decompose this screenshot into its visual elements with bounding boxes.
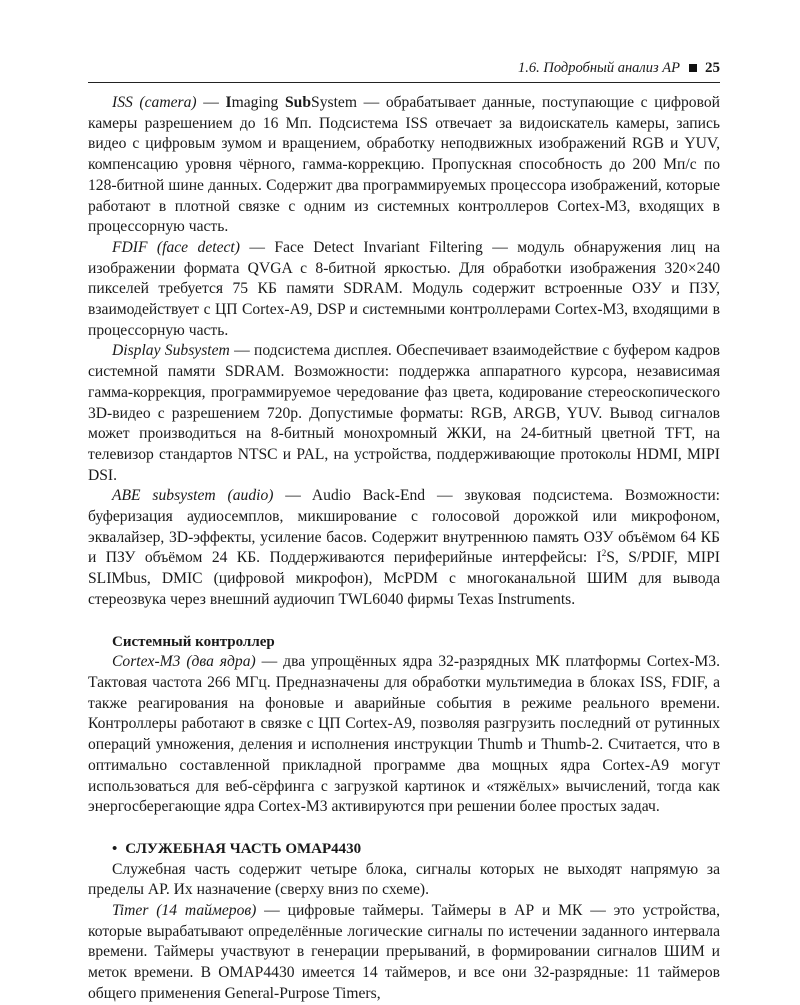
- heading-text: СЛУЖЕБНАЯ ЧАСТЬ OMAP4430: [125, 840, 362, 857]
- paragraph-text: — Audio Back-End — звуковая подсистема. Возможности: буферизация аудиосемплов, микширование с голосовой дорожкой или микрофоном, эквалайзер, 3D-эффекты, усиление басов. Содержит внутреннюю память ОЗУ объёмом 64 КБ и ПЗУ объёмом 24 КБ. Поддерживаются периферийные интерфейсы: I: [88, 487, 720, 567]
- heading-system-controller: Системный контроллер: [112, 633, 275, 650]
- term-display: Display Subsystem: [112, 342, 230, 360]
- superscript: 2: [601, 548, 607, 559]
- term-cortex-m3: Cortex-M3 (два ядра): [112, 653, 256, 671]
- term-timer: Timer (14 таймеров): [112, 902, 257, 920]
- acronym-letter: I: [225, 94, 232, 111]
- paragraph-text: S, S/PDIF, MIPI SLIMbus, DMIC (цифровой микрофон), McPDM с многоканальной ШИМ для вывода стереозвука через внешний аудиочип TWL6040 фирмы Texas Instruments.: [88, 549, 720, 608]
- text-run: ystem — обрабатывает данные, поступающие с цифровой камеры разрешением до 16 Мп. Подсистема ISS отвечает за видоискатель камеры, запись видео с цифровым зумом и вращением, обработку неподвижных изображений RGB и YUV, компенсацию уровня чёрного, гамма-коррекцию. Пропускная способность до 200 Мп/с по 128-битной шине данных. Содержит два программируемых процессора изображений, которые работают в плотной связке с одним из системных контроллеров Cortex-M3, входящих в процессорную часть.: [88, 94, 721, 236]
- page-number: 25: [705, 60, 720, 76]
- heading-service-part: [88, 839, 720, 860]
- running-header: [88, 58, 720, 83]
- book-page: [88, 58, 720, 1005]
- paragraph-display: [88, 341, 720, 486]
- acronym-letter: Sub: [284, 94, 312, 111]
- paragraph-cortex-m3: [88, 652, 720, 818]
- paragraph-iss: [88, 93, 720, 238]
- paragraph-timer: [88, 901, 720, 1005]
- text-run: S: [311, 94, 320, 111]
- dash: —: [196, 94, 226, 111]
- paragraph-text: — подсистема дисплея. Обеспечивает взаимодействие с буфером кадров системной памяти SDRAM. Возможности: поддержка аппаратного курсора, независимая гамма-коррекция, программируемое чередование фаз цвета, кодирование стереоскопического 3D-видео с разрешением 720p. Допустимые форматы: RGB, ARGB, YUV. Вывод сигналов может производиться на 8-битный монохромный ЖКИ, на 24-битный цветной TFT, на телевизор стандартов NTSC и PAL, на устройства, поддерживающие протоколы HDMI, MIPI DSI.: [88, 342, 721, 484]
- paragraph-text: — два упрощённых ядра 32-разрядных МК платформы Cortex-M3. Тактовая частота 266 МГц. Предназначены для обработки мультимедиа в блоках ISS, FDIF, а также реагирования на фоновые и аварийные события в режиме реального времени. Контроллеры работают в связке с ЦП Cortex-A9, позволяя разгрузить последний от рутинных операций умножения, деления и исполнения инструкции Thumb и Thumb-2. Считается, что в оптимально составленной прикладной программе два мощных ядра Cortex-A9 могут использоваться для веб-сёрфинга с загрузкой картинок и «тяжёлых» вычислений, тогда как энергосберегающие ядра Cortex-M3 активируются при решении более простых задач.: [88, 653, 720, 816]
- term-abe: ABE subsystem (audio): [112, 487, 274, 505]
- term-iss: ISS (camera): [112, 94, 197, 111]
- square-separator-icon: [689, 64, 697, 72]
- bullet-icon: •: [112, 840, 118, 857]
- text-run: maging: [231, 94, 285, 111]
- paragraph-service-intro: Служебная часть содержит четыре блока, сигналы которых не выходят напрямую за пределы АР. Их назначение (сверху вниз по схеме).: [88, 860, 720, 899]
- paragraph-text: — Face Detect Invariant Filtering — модуль обнаружения лиц на изображении формата QVGA с 8-битной яркостью. Для обработки изображения 320×240 пикселей требуется 75 КБ памяти SDRAM. Модуль содержит встроенные ОЗУ и ПЗУ, взаимодействует с ЦП Cortex-A9, DSP и системными контроллерами Cortex-M3, входящими в процессорную часть.: [88, 238, 720, 339]
- section-title: 1.6. Подробный анализ АР: [518, 60, 680, 76]
- term-fdif: FDIF (face detect): [112, 238, 240, 256]
- paragraph-fdif: [88, 238, 720, 342]
- paragraph-abe: [88, 486, 720, 610]
- paragraph-text: — цифровые таймеры. Таймеры в АР и МК — это устройства, которые вырабатывают определённые логические сигналы по истечении заданного интервала времени. Таймеры участвуют в генерации прерываний, в формировании сигналов ШИМ и меток времени. В OMAP4430 имеется 14 таймеров, и все они 32-разрядные: 11 таймеров общего применения General-Purpose Timers,: [88, 902, 720, 1002]
